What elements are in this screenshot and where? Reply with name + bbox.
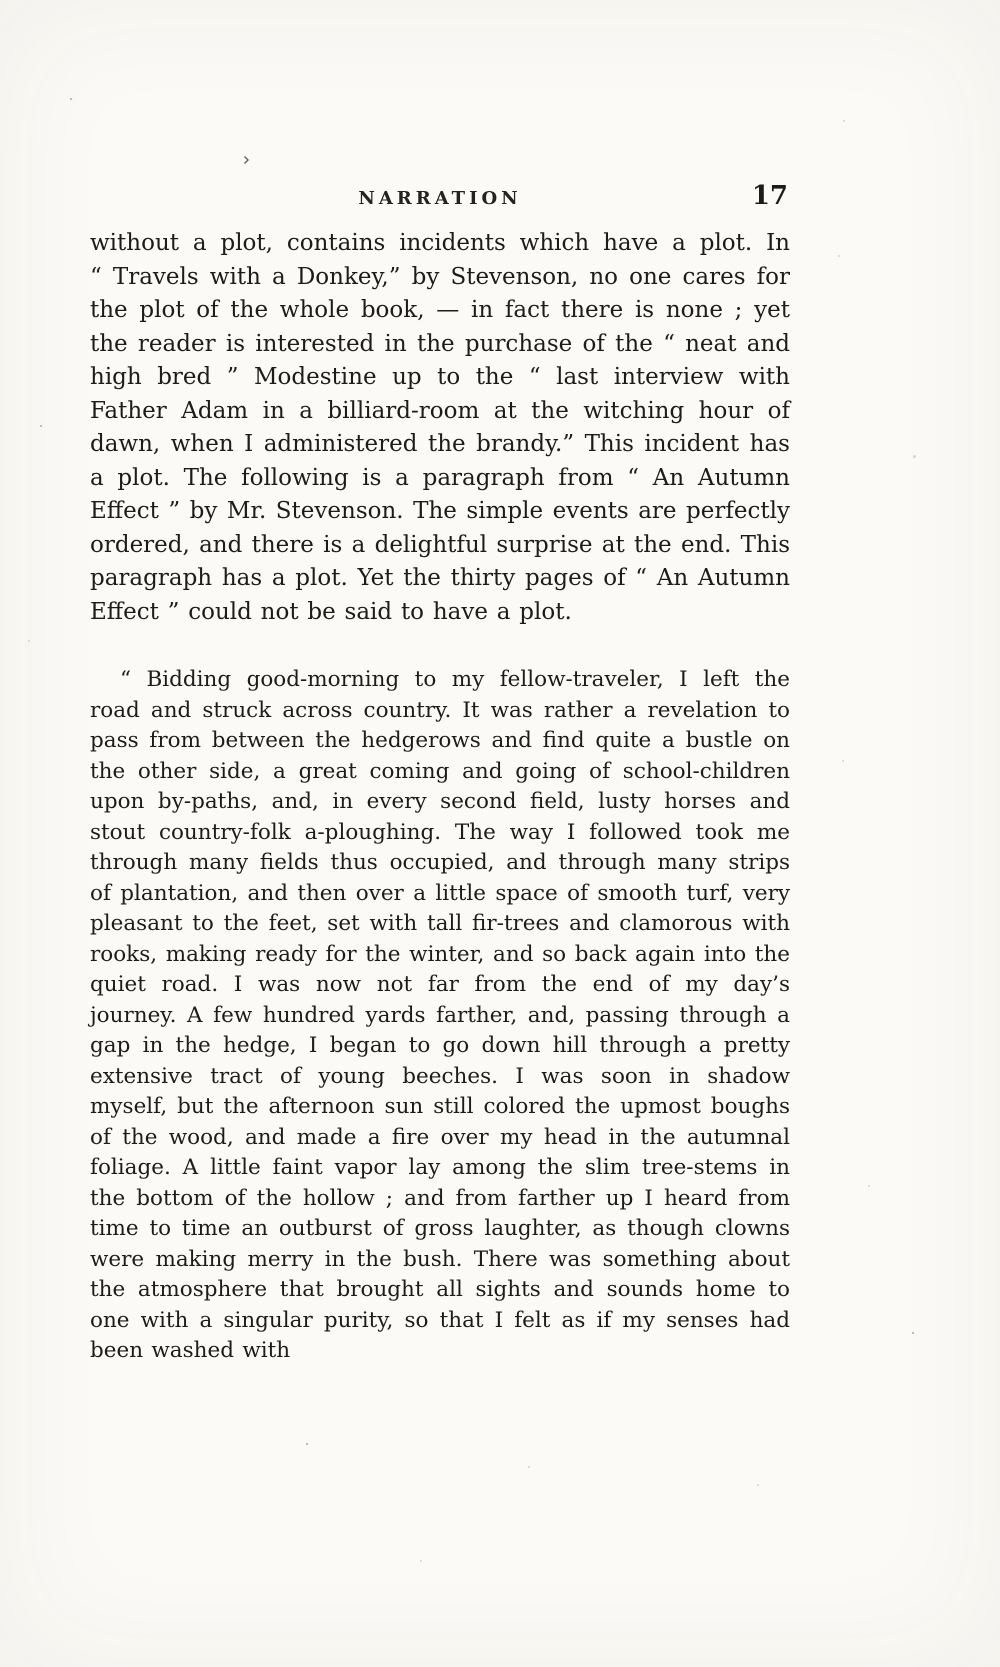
scan-speck <box>868 1185 870 1187</box>
scan-speck <box>70 98 72 100</box>
page-header <box>90 183 790 217</box>
scan-speck <box>757 1484 759 1486</box>
page-number: 17 <box>751 181 788 211</box>
scan-artifact-chevron <box>241 156 249 164</box>
scan-speck <box>420 1560 422 1562</box>
running-head-title: NARRATION <box>358 188 522 209</box>
page-body <box>90 227 790 1367</box>
scan-speck <box>40 425 42 427</box>
scan-speck <box>913 455 916 458</box>
paragraph-block-quote: “ Bidding good-morning to my fellow-traveler, I left the road and struck across country. It was rather a revelation to pass from between the hedgerows and find quite a bustle on the other side, a great coming and going of school-children upon by-paths, and, in every second field, lusty horses and stout country-folk a-ploughing. The way I followed took me through many fields thus occupied, and through many strips of plantation, and then over a little space of smooth turf, very pleasant to the feet, set with tall fir-trees and clamorous with rooks, making ready for the winter, and so back again into the quiet road. I was now not far from the end of my day’s journey. A few hundred yards farther, and, passing through a gap in the hedge, I began to go down hill through a pretty extensive tract of young beeches. I was soon in shadow myself, but the afternoon sun still colored the upmost boughs of the wood, and made a fire over my head in the autumnal foliage. A little faint vapor lay among the slim tree-stems in the bottom of the hollow ; and from farther up I heard from time to time an outburst of gross laughter, as though clowns were making merry in the bush. There was something about the atmosphere that brought all sights and sounds home to one with a singular purity, so that I felt as if my senses had been washed with <box>90 667 790 1363</box>
scan-speck <box>838 255 840 257</box>
scan-speck <box>306 1443 308 1445</box>
scan-speck <box>912 1332 914 1334</box>
scan-speck <box>528 1466 530 1468</box>
scan-speck <box>843 120 845 122</box>
scan-speck <box>28 640 30 642</box>
paragraph-main-text: without a plot, contains incidents which have a plot. In “ Travels with a Donkey,” by Stevenson, no one cares for the plot of the whole book, — in fact there is none ; yet the reader is interested in the purchase of the “ neat and high bred ” Modestine up to the “ last interview with Father Adam in a billiard-room at the witching hour of dawn, when I administered the brandy.” This incident has a plot. The following is a paragraph from “ An Autumn Effect ” by Mr. Stevenson. The simple events are perfectly ordered, and there is a delightful surprise at the end. This paragraph has a plot. Yet the thirty pages of “ An Autumn Effect ” could not be said to have a plot. <box>90 230 790 625</box>
scan-speck <box>842 760 844 762</box>
